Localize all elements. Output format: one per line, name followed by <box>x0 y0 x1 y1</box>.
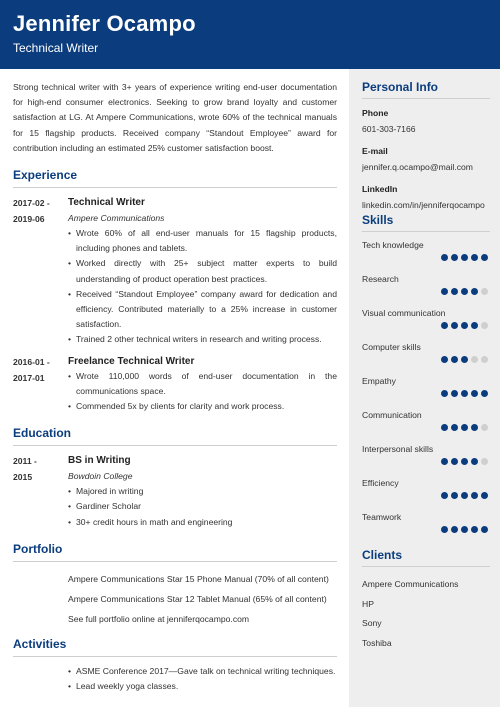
skills-list <box>362 240 490 546</box>
skill-item <box>362 240 490 274</box>
skill-name: Efficiency <box>362 478 399 488</box>
list-item: • Received “Standout Employee” company award for dedication and efficiency. Contributed materially to a 25% increase in customer satisfaction. <box>68 287 337 333</box>
rating-dot <box>441 424 448 431</box>
client-item: Toshiba <box>362 637 392 648</box>
rating-dot <box>471 322 478 329</box>
rating-dot <box>471 458 478 465</box>
main-column <box>13 80 337 694</box>
list-item: Ampere Communications Star 12 Tablet Manual (65% of all content) <box>68 593 327 604</box>
rating-dot <box>461 424 468 431</box>
rating-dot <box>441 356 448 363</box>
entry-dates: 2011 - 2015 <box>13 456 37 483</box>
skill-name: Communication <box>362 410 422 420</box>
rating-dot <box>441 322 448 329</box>
rating-dot <box>471 288 478 295</box>
skill-rating <box>441 254 488 261</box>
rating-dot <box>481 526 488 533</box>
experience-heading: Experience <box>13 168 337 188</box>
employer: Ampere Communications <box>68 213 165 224</box>
school: Bowdoin College <box>68 471 133 482</box>
list-item: • Wrote 60% of all end-user manuals for 15 flagship products, including phones and tablets. <box>68 226 337 256</box>
rating-dot <box>471 356 478 363</box>
job-title: Freelance Technical Writer <box>68 355 195 367</box>
bullet-list <box>68 484 337 530</box>
skill-item <box>362 342 490 376</box>
rating-dot <box>481 288 488 295</box>
rating-dot <box>451 492 458 499</box>
portfolio-heading: Portfolio <box>13 542 337 562</box>
rating-dot <box>451 356 458 363</box>
summary: Strong technical writer with 3+ years of experience writing end-user documentation for high-end consumer electronics. Seeking to grow brand loyalty and customer satisfaction at LG. At Ampere Communications, wrote 60% of the technical manuals for 15 flagship products. Received company “Standout Employee” award for contribution including an estimated 25% customer satisfaction boost. <box>13 82 337 153</box>
skill-name: Empathy <box>362 376 396 386</box>
rating-dot <box>481 356 488 363</box>
skill-rating <box>441 390 488 397</box>
personal-info-section <box>362 80 490 221</box>
skill-rating <box>441 458 488 465</box>
skills-section <box>362 213 490 546</box>
bullet-list <box>68 226 337 348</box>
rating-dot <box>461 458 468 465</box>
rating-dot <box>451 526 458 533</box>
skill-item <box>362 308 490 342</box>
experience-entry <box>13 354 337 415</box>
skill-name: Interpersonal skills <box>362 444 434 454</box>
client-item: Sony <box>362 618 382 628</box>
rating-dot <box>451 322 458 329</box>
skill-rating <box>441 322 488 329</box>
list-item: • Gardiner Scholar <box>68 499 337 514</box>
rating-dot <box>471 390 478 397</box>
rating-dot <box>441 492 448 499</box>
rating-dot <box>481 458 488 465</box>
linkedin-value: linkedin.com/in/jenniferqocampo <box>362 200 485 210</box>
rating-dot <box>441 254 448 261</box>
entry-dates: 2016-01 - 2017-01 <box>13 356 50 383</box>
skill-rating <box>441 424 488 431</box>
rating-dot <box>451 424 458 431</box>
rating-dot <box>451 254 458 261</box>
rating-dot <box>441 526 448 533</box>
phone-value: 601-303-7166 <box>362 124 416 134</box>
list-item: • Commended 5x by clients for clarity and work process. <box>68 399 337 414</box>
rating-dot <box>481 424 488 431</box>
candidate-role: Technical Writer <box>13 41 99 55</box>
entry-dates: 2017-02 - 2019-06 <box>13 198 50 225</box>
list-item: • Trained 2 other technical writers in research and writing process. <box>68 332 337 347</box>
skill-name: Teamwork <box>362 512 402 522</box>
job-title: Technical Writer <box>68 197 145 209</box>
rating-dot <box>481 390 488 397</box>
rating-dot <box>471 254 478 261</box>
rating-dot <box>461 254 468 261</box>
clients-heading: Clients <box>362 548 490 567</box>
rating-dot <box>441 288 448 295</box>
resume-header <box>0 0 500 69</box>
rating-dot <box>471 424 478 431</box>
education-heading: Education <box>13 426 337 446</box>
activities-list <box>13 664 337 694</box>
phone-label: Phone <box>362 108 389 118</box>
rating-dot <box>471 526 478 533</box>
rating-dot <box>451 288 458 295</box>
skill-name: Tech knowledge <box>362 240 424 250</box>
skill-rating <box>441 492 488 499</box>
linkedin-label: LinkedIn <box>362 184 398 194</box>
email-value: jennifer.q.ocampo@mail.com <box>362 162 473 172</box>
list-item: • Lead weekly yoga classes. <box>68 679 337 694</box>
rating-dot <box>461 322 468 329</box>
rating-dot <box>471 492 478 499</box>
skill-rating <box>441 288 488 295</box>
email-label: E-mail <box>362 146 388 156</box>
rating-dot <box>461 492 468 499</box>
skills-heading: Skills <box>362 213 490 232</box>
personal-info-heading: Personal Info <box>362 80 490 99</box>
rating-dot <box>451 390 458 397</box>
skill-item <box>362 444 490 478</box>
activities-heading: Activities <box>13 637 337 657</box>
client-item: Ampere Communications <box>362 579 459 589</box>
rating-dot <box>481 322 488 329</box>
skill-item <box>362 478 490 512</box>
rating-dot <box>461 356 468 363</box>
list-item: • Majored in writing <box>68 484 337 499</box>
skill-rating <box>441 356 488 363</box>
skill-name: Visual communication <box>362 308 446 318</box>
rating-dot <box>461 526 468 533</box>
degree-title: BS in Writing <box>68 455 131 467</box>
rating-dot <box>481 254 488 261</box>
candidate-name: Jennifer Ocampo <box>13 11 196 36</box>
list-item: Ampere Communications Star 15 Phone Manual (70% of all content) <box>68 573 329 584</box>
experience-entry <box>13 195 337 348</box>
bullet-list <box>68 369 337 415</box>
clients-section <box>362 548 490 653</box>
rating-dot <box>441 390 448 397</box>
skill-rating <box>441 526 488 533</box>
skill-item <box>362 410 490 444</box>
rating-dot <box>481 492 488 499</box>
education-entry <box>13 453 337 530</box>
rating-dot <box>461 390 468 397</box>
skill-item <box>362 376 490 410</box>
list-item: • ASME Conference 2017—Gave talk on technical writing techniques. <box>68 664 337 679</box>
skill-name: Research <box>362 274 399 284</box>
rating-dot <box>461 288 468 295</box>
client-item: HP <box>362 598 374 609</box>
rating-dot <box>451 458 458 465</box>
list-item: • Worked directly with 25+ subject matter experts to build understanding of product operation best practices. <box>68 256 337 286</box>
list-item: • 30+ credit hours in math and engineering <box>68 515 337 530</box>
skill-name: Computer skills <box>362 342 421 352</box>
portfolio-list <box>13 569 337 629</box>
list-item: • Wrote 110,000 words of end-user documentation in the communications space. <box>68 369 337 399</box>
skill-item <box>362 274 490 308</box>
list-item: See full portfolio online at jenniferqocampo.com <box>68 613 250 624</box>
skill-item <box>362 512 490 546</box>
rating-dot <box>441 458 448 465</box>
